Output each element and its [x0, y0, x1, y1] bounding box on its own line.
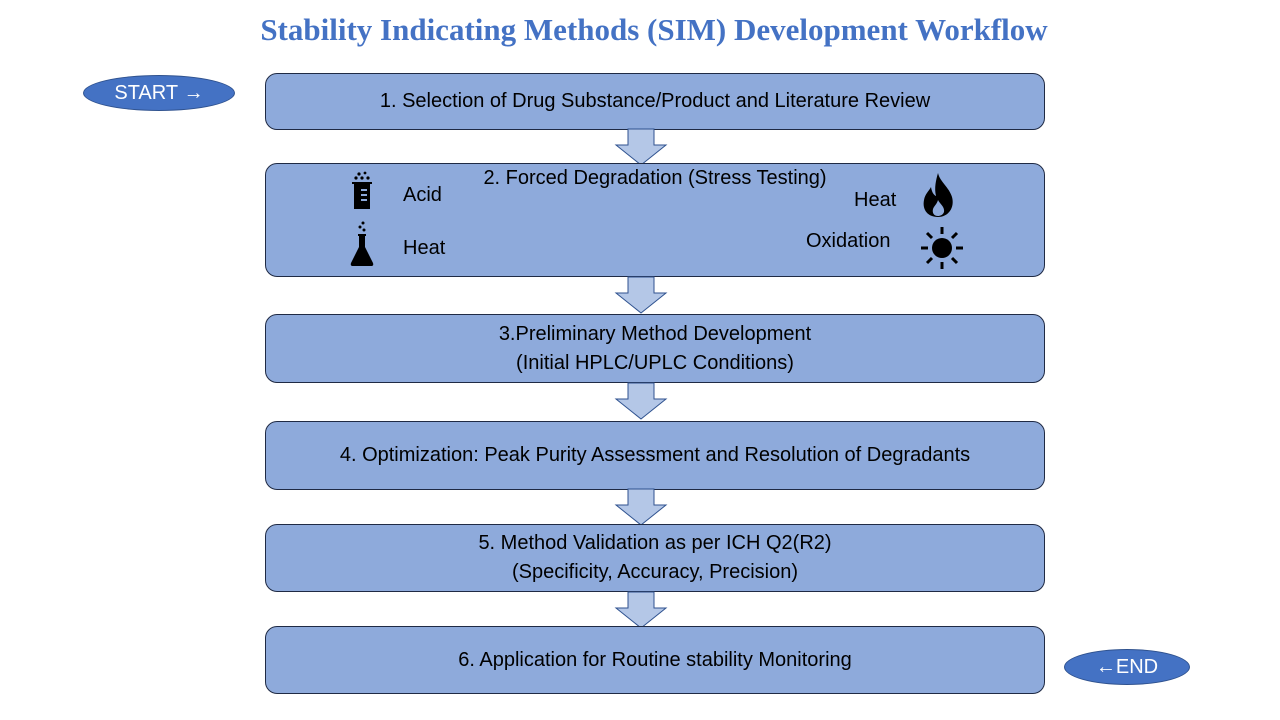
step-3-box [265, 314, 1045, 383]
beaker-icon [350, 171, 374, 211]
stress-label-heat-right: Heat [854, 189, 897, 211]
end-label: END [1115, 655, 1159, 678]
diagram-title: Stability Indicating Methods (SIM) Development Workflow [260, 12, 1048, 47]
step-6-box [265, 626, 1045, 694]
step-3-text-line-1: 3.Preliminary Method Development [498, 322, 812, 345]
step-5-box [265, 524, 1045, 592]
flask-icon [350, 221, 374, 267]
sun-icon [920, 226, 964, 270]
step-1-text: 1. Selection of Drug Substance/Product and Literature Review [379, 90, 931, 112]
flow-arrow [616, 383, 666, 419]
step-2-text: 2. Forced Degradation (Stress Testing) [483, 167, 827, 189]
step-3-text-line-2: (Initial HPLC/UPLC Conditions) [516, 351, 794, 374]
stress-label-oxidation: Oxidation [806, 230, 891, 252]
step-4-box [265, 421, 1045, 490]
flow-arrow [616, 489, 666, 525]
step-5-text-line-2: (Specificity, Accuracy, Precision) [511, 561, 798, 583]
stress-label-acid: Acid [403, 184, 442, 206]
stress-label-heat-left: Heat [403, 237, 446, 259]
left-arrow-icon: ← [1095, 655, 1116, 678]
right-arrow-icon: → [183, 81, 204, 104]
flame-icon [921, 172, 957, 218]
flow-arrow [616, 592, 666, 628]
step-6-text: 6. Application for Routine stability Monitoring [458, 648, 852, 671]
flow-arrow [616, 129, 666, 165]
end-terminal [1064, 649, 1190, 685]
step-5-text-line-1: 5. Method Validation as per ICH Q2(R2) [478, 532, 832, 554]
start-terminal [83, 75, 235, 111]
flow-arrow [616, 277, 666, 313]
step-4-text: 4. Optimization: Peak Purity Assessment and Resolution of Degradants [339, 444, 971, 466]
step-1-box [265, 73, 1045, 130]
start-label: START [114, 81, 179, 104]
